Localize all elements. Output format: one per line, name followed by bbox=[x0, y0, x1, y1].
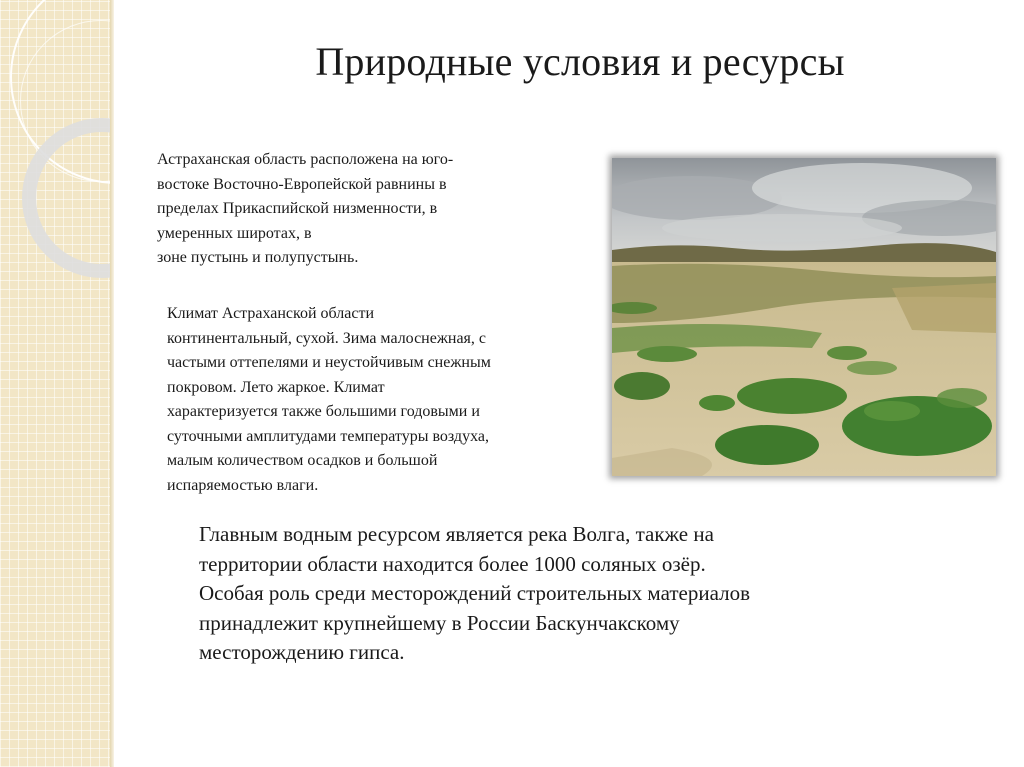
text-line: востоке Восточно-Европейской равнины в bbox=[157, 175, 447, 193]
decorative-side-panel bbox=[0, 0, 110, 767]
location-paragraph bbox=[157, 148, 557, 271]
text-line: Климат Астраханской области bbox=[167, 305, 375, 322]
text-line: характеризуется также большими годовыми и bbox=[167, 403, 480, 420]
text-line: Астраханская область расположена на юго- bbox=[157, 151, 454, 168]
text-line: суточными амплитудами температуры воздуха, bbox=[167, 427, 489, 445]
text-line: малым количеством осадков и большой bbox=[167, 452, 438, 469]
climate-paragraph bbox=[167, 302, 587, 498]
side-panel-edge bbox=[110, 0, 114, 767]
text-line: континентальный, сухой. Зима малоснежная, с bbox=[167, 329, 487, 347]
text-line: месторождению гипса. bbox=[199, 640, 405, 664]
text-line: испаряемостью влаги. bbox=[167, 476, 319, 494]
text-line: территории области находится более 1000 соляных озёр. bbox=[199, 551, 706, 576]
text-line: пределах Прикаспийской низменности, в bbox=[157, 200, 438, 217]
text-line: покровом. Лето жаркое. Климат bbox=[167, 378, 385, 396]
text-line: принадлежит крупнейшему в России Баскунчакскому bbox=[199, 610, 680, 635]
resources-paragraph bbox=[199, 520, 899, 668]
text-line: умеренных широтах, в bbox=[157, 224, 312, 242]
slide-title: Природные условия и ресурсы bbox=[315, 39, 845, 84]
text-line: Особая роль среди месторождений строительных материалов bbox=[199, 581, 750, 605]
text-line: зоне пустынь и полупустынь. bbox=[157, 249, 359, 266]
steppe-landscape-photo bbox=[612, 158, 996, 476]
text-line: частыми оттепелями и неустойчивым снежным bbox=[167, 354, 491, 371]
text-line: Главным водным ресурсом является река Волга, также на bbox=[199, 522, 714, 546]
